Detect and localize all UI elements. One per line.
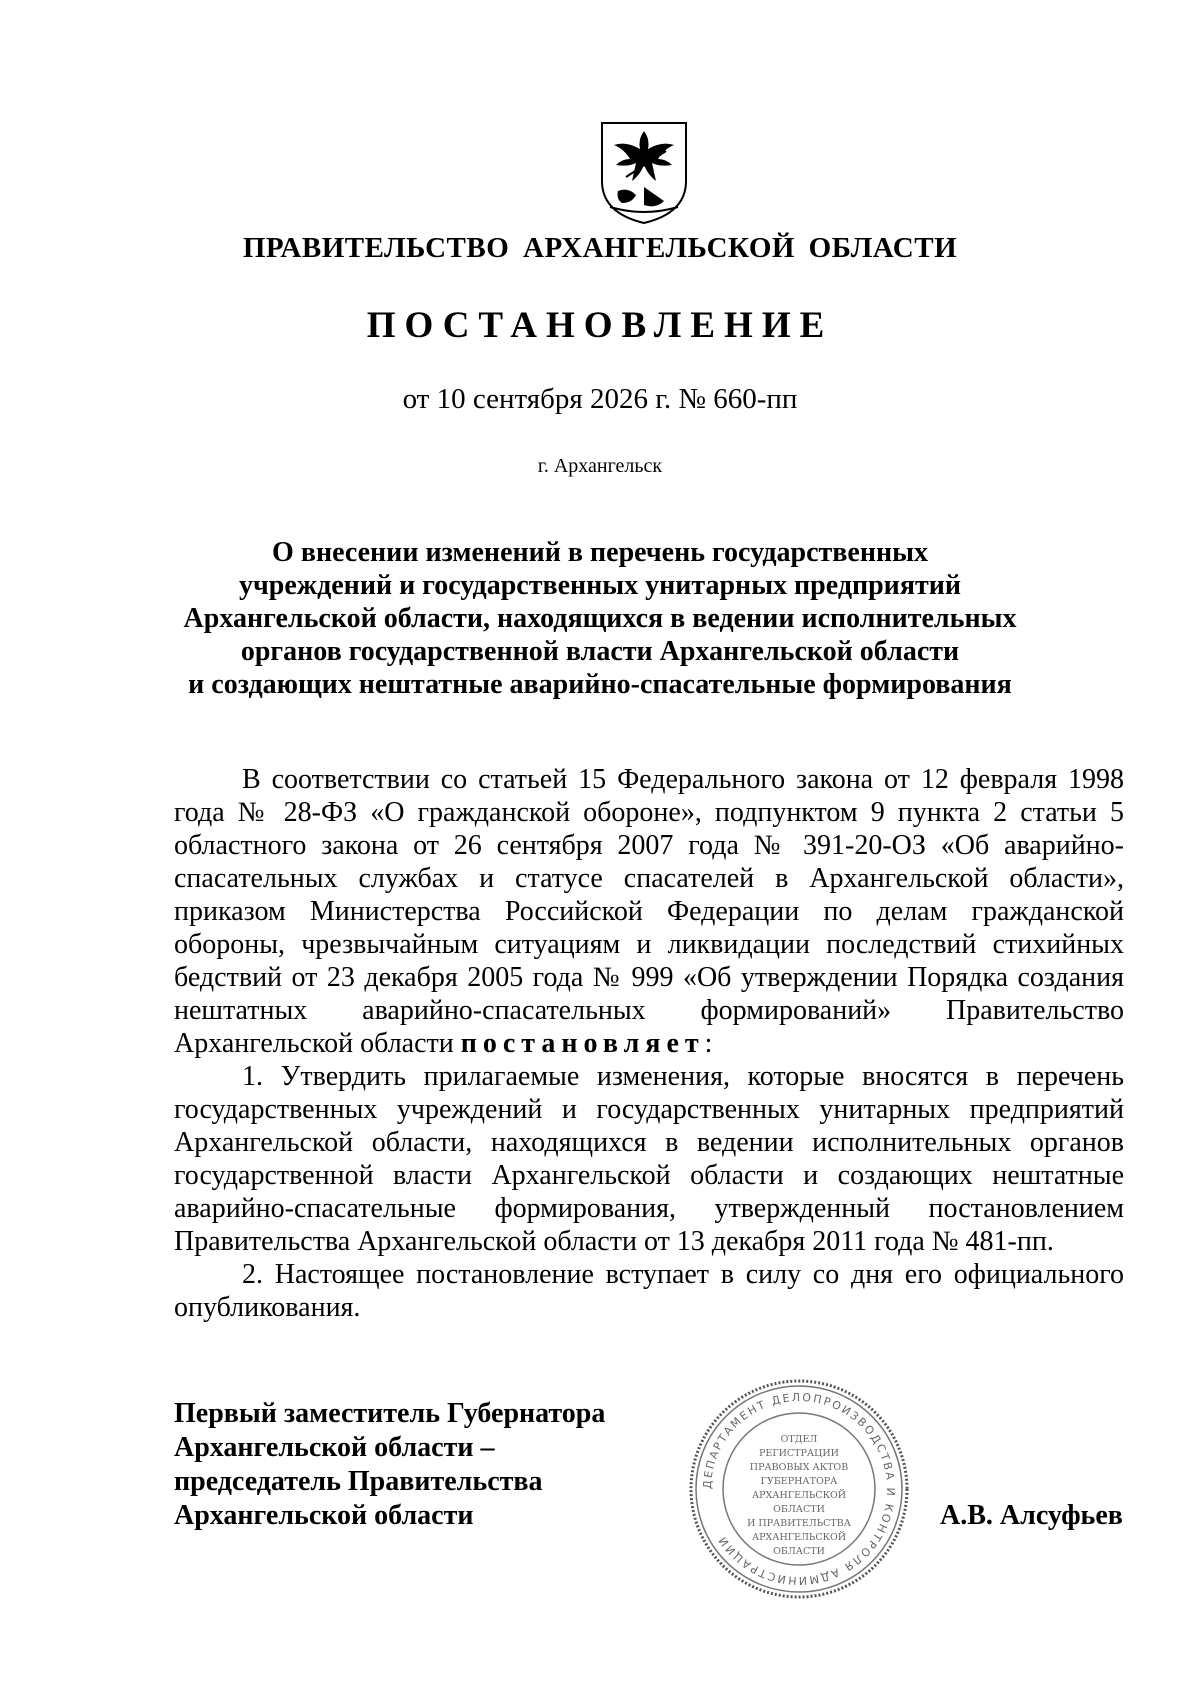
position-line: Архангельской области – [174, 1432, 495, 1463]
svg-text:ОБЛАСТИ: ОБЛАСТИ [773, 1546, 825, 1557]
signatory-position [174, 1397, 605, 1533]
document-city: г. Архангельск [537, 455, 663, 477]
document-body [174, 763, 1124, 1324]
item-1-paragraph: 1. Утвердить прилагаемые изменения, которые вносятся в перечень государственных учреждений и государственных унитарных предприятий Архангельской области, находящихся в ведении исполнительных органов государственной власти Архангельской области и создающих нештатные аварийно-спасательные формирования, утвержденный постановлением Правительства Архангельской области от 13 декабря 2011 года № 481-пп. [174, 1061, 1124, 1257]
svg-text:ОБЛАСТИ: ОБЛАСТИ [773, 1504, 825, 1515]
document-date-number: от 10 сентября 2026 г. № 660-пп [402, 383, 798, 415]
svg-text:ГУБЕРНАТОРА: ГУБЕРНАТОРА [760, 1476, 838, 1487]
position-line: Первый заместитель Губернатора [174, 1398, 606, 1429]
title-line: учреждений и государственных унитарных предприятий [239, 570, 961, 601]
item-2-paragraph: 2. Настоящее постановление вступает в силу со дня его официального опубликования. [174, 1259, 1124, 1323]
signatory-name: А.В. Алсуфьев [940, 1500, 1123, 1531]
position-line: председатель Правительства [174, 1466, 543, 1497]
preamble-paragraph [174, 763, 1124, 1060]
title-line: О внесении изменений в перечень государственных [272, 537, 928, 568]
svg-text:И ПРАВИТЕЛЬСТВА: И ПРАВИТЕЛЬСТВА [747, 1518, 851, 1529]
document-title [150, 536, 1050, 701]
preamble-text: В соответствии со статьей 15 Федерального закона от 12 февраля 1998 года № 28-ФЗ «О гражданской обороне», подпунктом 9 пункта 2 статьи 5 областного закона от 26 сентября 2007 года № 391-20-ОЗ «Об аварийно-спасательных службах и статусе спасателей в Архангельской области», приказом Министерства Российской Федерации по делам гражданской обороны, чрезвычайным ситуациям и ликвидации последствий стихийных бедствий от 23 декабря 2005 года № 999 «Об утверждении Порядка создания нештатных аварийно-спасательных формирований» Правительство Архангельской области [174, 764, 1124, 1059]
coat-of-arms-icon [596, 117, 692, 227]
resolves-colon: : [704, 1028, 713, 1059]
svg-text:АРХАНГЕЛЬСКОЙ: АРХАНГЕЛЬСКОЙ [751, 1532, 847, 1543]
svg-text:РЕГИСТРАЦИИ: РЕГИСТРАЦИИ [759, 1448, 839, 1459]
title-line: и создающих нештатные аварийно-спасательные формирования [188, 669, 1012, 700]
organization-name: ПРАВИТЕЛЬСТВО АРХАНГЕЛЬСКОЙ ОБЛАСТИ [242, 232, 958, 264]
svg-text:ОТДЕЛ: ОТДЕЛ [780, 1434, 818, 1445]
title-line: органов государственной власти Архангельской области [240, 636, 960, 667]
position-line: Архангельской области [174, 1500, 474, 1531]
svg-text:АРХАНГЕЛЬСКОЙ: АРХАНГЕЛЬСКОЙ [751, 1490, 847, 1501]
title-line: Архангельской области, находящихся в ведении исполнительных [183, 603, 1017, 634]
resolves-word: постановляет [460, 1028, 705, 1059]
svg-text:ПРАВОВЫХ АКТОВ: ПРАВОВЫХ АКТОВ [749, 1462, 849, 1473]
svg-text:ДЕПАРТАМЕНТ ДЕЛОПРОИЗВОДСТВА И: ДЕПАРТАМЕНТ ДЕЛОПРОИЗВОДСТВА И КОНТРОЛЯ АДМИНИСТРАЦИИ [700, 1390, 898, 1588]
official-seal-icon [688, 1378, 910, 1600]
document-type: ПОСТАНОВЛЕНИЕ [366, 305, 834, 346]
